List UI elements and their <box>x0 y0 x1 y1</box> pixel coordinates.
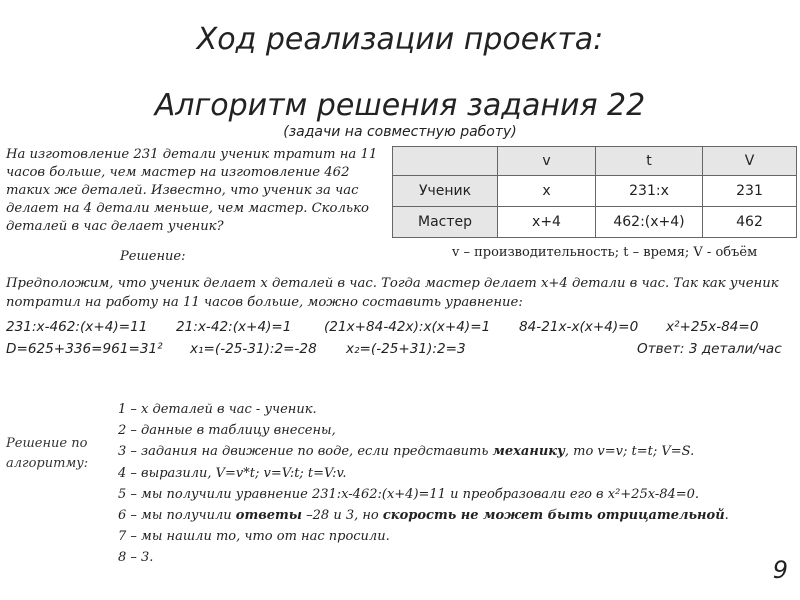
equation: 231:x-462:(x+4)=11 <box>6 319 148 335</box>
step-6 <box>118 505 798 526</box>
step-7: 7 – мы нашли то, что от нас просили. <box>118 529 390 545</box>
table-cell: 462:(x+4) <box>596 207 703 238</box>
step-6-text: 6 – мы получили <box>118 508 236 524</box>
equation: x₁=(-25-31):2=-28 <box>190 341 317 357</box>
algorithm-label <box>6 434 116 474</box>
equation: x²+25x-84=0 <box>666 319 759 335</box>
answer: Ответ: 3 детали/час <box>637 341 782 357</box>
table-cell: 462 <box>703 207 797 238</box>
step-3 <box>118 441 798 462</box>
step-3-keyword: механику <box>492 444 565 460</box>
table-header-cell <box>393 147 498 176</box>
step-3-text: 3 – задания на движение по воде, если представить <box>118 444 493 460</box>
step-2: 2 – данные в таблицу внесены, <box>118 423 336 439</box>
table-cell: x <box>498 176 596 207</box>
equation: 21:x-42:(x+4)=1 <box>176 319 292 335</box>
solution-text: Предположим, что ученик делает x деталей в час. Тогда мастер делает x+4 детали в час. Так как ученик потратил на работу на 11 часов больше, можно составить уравнение: <box>6 276 779 310</box>
algorithm-steps <box>118 399 798 569</box>
table-row <box>393 207 797 238</box>
task-statement: На изготовление 231 детали ученик тратит на 11 часов больше, чем мастер на изготовление 462 таких же деталей. Известно, что ученик за час делает на 4 детали меньше, чем мастер. Сколько деталей в час делает ученик? <box>6 147 378 234</box>
equation: x₂=(-25+31):2=3 <box>346 341 466 357</box>
subtitle: (задачи на совместную работу) <box>283 124 517 140</box>
equation: 84-21x-x(x+4)=0 <box>519 319 639 335</box>
step-6-text: . <box>724 508 729 524</box>
algorithm-label-line: алгоритму: <box>6 456 89 471</box>
solution-label: Решение: <box>120 249 186 264</box>
step-5: 5 – мы получили уравнение 231:x-462:(x+4)=11 и преобразовали его в x²+25x-84=0. <box>118 486 700 502</box>
algorithm-label-line: Решение по <box>6 436 88 451</box>
page-number: 9 <box>772 556 788 584</box>
step-6-keyword: ответы <box>235 508 303 524</box>
step-8: 8 – 3. <box>118 550 154 566</box>
table-cell: 231:x <box>596 176 703 207</box>
table-cell: x+4 <box>498 207 596 238</box>
step-4: 4 – выразили, V=v*t; v=V:t; t=V:v. <box>118 465 347 481</box>
table-cell: 231 <box>703 176 797 207</box>
step-1: 1 – x деталей в час - ученик. <box>118 402 317 417</box>
step-6-keyword: скорость не может быть отрицательной <box>382 508 725 524</box>
title-line-1: Ход реализации проекта: <box>196 22 604 57</box>
equation: D=625+336=961=31² <box>6 341 163 357</box>
step-6-text: –28 и 3, но <box>302 508 383 524</box>
table-legend: v – производительность; t – время; V - объём <box>452 245 758 260</box>
table-row <box>393 176 797 207</box>
table-header-cell: t <box>596 147 703 176</box>
table-cell: Мастер <box>393 207 498 238</box>
table-header-row <box>393 147 797 176</box>
table-cell: Ученик <box>393 176 498 207</box>
data-table <box>392 146 797 238</box>
table-header-cell: v <box>498 147 596 176</box>
equation: (21x+84-42x):x(x+4)=1 <box>324 319 491 335</box>
table-header-cell: V <box>703 147 797 176</box>
step-3-text: , то v=v; t=t; V=S. <box>564 444 695 460</box>
title-line-2: Алгоритм решения задания 22 <box>154 88 646 123</box>
